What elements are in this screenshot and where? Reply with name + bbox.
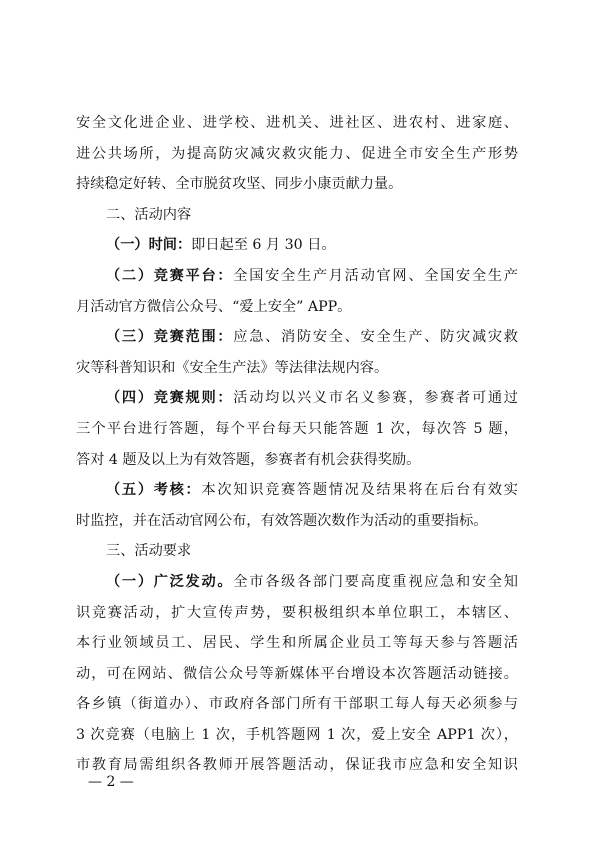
line-text: 答对 4 题及以上为有效答题，参赛者有机会获得奖励。 xyxy=(76,451,421,468)
text-line xyxy=(76,689,518,720)
bold-label: （四）竞赛规则： xyxy=(106,390,234,407)
line-text: 全市各级各部门要高度重视应急和安全知 xyxy=(233,573,518,590)
line-text: 各乡镇（街道办）、市政府各部门所有干部职工每人每天必须参与 xyxy=(76,696,518,713)
line-text: 活动均以兴义市名义参赛，参赛者可通过 xyxy=(233,390,518,407)
line-text: 3 次竞赛（电脑上 1 次，手机答题网 1 次，爱上安全 APP1 次）， xyxy=(76,726,518,743)
text-line xyxy=(76,659,518,690)
text-line xyxy=(76,445,518,476)
text-line xyxy=(76,230,518,261)
line-text: 进公共场所，为提高防灾减灾救灾能力、促进全市安全生产形势 xyxy=(76,145,518,162)
line-text: 二、活动内容 xyxy=(106,206,192,223)
text-line xyxy=(76,322,518,353)
text-line xyxy=(76,720,518,751)
line-text: 应急、消防安全、安全生产、防灾减灾救 xyxy=(233,329,518,346)
text-line xyxy=(76,475,518,506)
text-line xyxy=(76,598,518,629)
text-line xyxy=(76,353,518,384)
line-text: 安全文化进企业、进学校、进机关、进社区、进农村、进家庭、 xyxy=(76,115,518,131)
document-body xyxy=(76,108,518,781)
text-line xyxy=(76,108,518,139)
line-text: 识竞赛活动，扩大宣传声势，要积极组织本单位职工，本辖区、 xyxy=(76,604,518,621)
line-text: 灾等科普知识和《安全生产法》等法律法规内容。 xyxy=(76,359,389,376)
line-text: 本行业领域员工、居民、学生和所属企业员工等每天参与答题活 xyxy=(76,635,518,652)
text-line xyxy=(76,139,518,170)
page-number: — 2 — xyxy=(88,774,134,790)
bold-label: （五）考核： xyxy=(106,482,202,499)
line-text: 三个平台进行答题，每个平台每天只能答题 1 次，每次答 5 题， xyxy=(76,420,518,437)
line-text: 动，可在网站、微信公众号等新媒体平台增设本次答题活动链接。 xyxy=(76,665,518,682)
text-line xyxy=(76,383,518,414)
line-text: 全国安全生产月活动官网、全国安全生产 xyxy=(233,267,518,284)
text-line xyxy=(76,628,518,659)
line-text: 三、活动要求 xyxy=(106,543,192,560)
bold-label: （一）时间： xyxy=(106,237,192,254)
text-line xyxy=(76,261,518,292)
line-text: 市教育局需组织各教师开展答题活动，保证我市应急和安全知识 xyxy=(76,757,518,774)
bold-label: （二）竞赛平台： xyxy=(106,267,234,284)
text-line xyxy=(76,169,518,200)
line-text: 即日起至 6 月 30 日。 xyxy=(191,237,336,254)
text-line xyxy=(76,414,518,445)
bold-label: （一）广泛发动。 xyxy=(106,573,234,590)
text-line xyxy=(76,292,518,323)
text-line xyxy=(76,750,518,781)
line-text: 时监控，并在活动官网公布，有效答题次数作为活动的重要指标。 xyxy=(76,512,488,529)
line-text: 本次知识竞赛答题情况及结果将在后台有效实 xyxy=(201,482,518,499)
line-text: 持续稳定好转、全市脱贫攻坚、同步小康贡献力量。 xyxy=(76,176,403,193)
bold-label: （三）竞赛范围： xyxy=(106,329,234,346)
section-heading xyxy=(76,200,518,231)
line-text: 月活动官方微信公众号、“爱上安全” APP。 xyxy=(76,298,352,315)
text-line xyxy=(76,567,518,598)
section-heading xyxy=(76,536,518,567)
text-line xyxy=(76,506,518,537)
